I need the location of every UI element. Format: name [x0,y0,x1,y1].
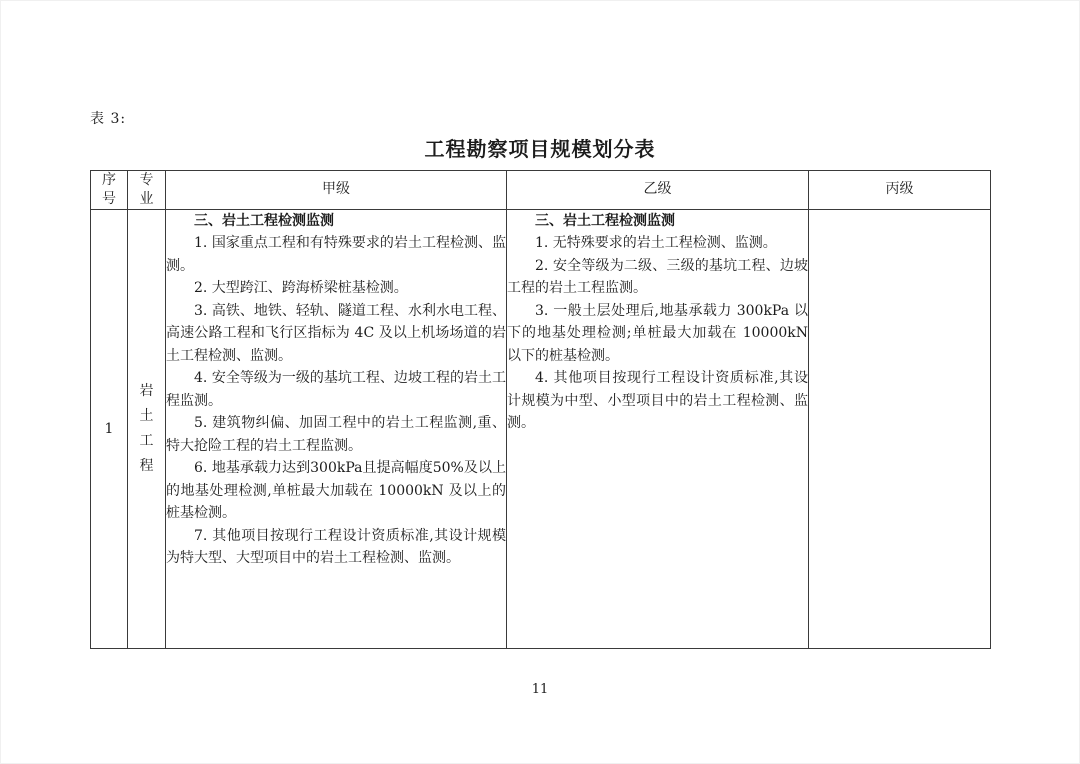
grade-a-item: 3. 高铁、地铁、轻轨、隧道工程、水利水电工程、高速公路工程和飞行区指标为 4C 及以上机场场道的岩土工程检测、监测。 [166,302,506,364]
grade-b-item: 2. 安全等级为二级、三级的基坑工程、边坡工程的岩土工程监测。 [507,257,808,297]
grade-b-item: 1. 无特殊要求的岩土工程检测、监测。 [535,235,777,252]
grade-b-cell [507,209,809,648]
grade-a-item: 5. 建筑物纠偏、加固工程中的岩土工程监测,重、特大抢险工程的岩土工程监测。 [166,415,506,454]
col-header-grade-b: 乙级 [507,171,809,210]
page-title: 工程勘察项目规模划分表 [424,137,656,161]
row-number-cell: 1 [91,209,128,648]
col-header-specialty-label: 专业 [139,172,154,207]
grade-a-item: 7. 其他项目按现行工程设计资质标准,其设计规模为特大型、大型项目中的岩土工程检测、监测。 [166,527,506,567]
grade-a-item: 4. 安全等级为一级的基坑工程、边坡工程的岩土工程监测。 [166,370,506,409]
page-number: 11 [531,682,549,697]
grade-a-cell [166,209,507,648]
table-row [91,209,991,648]
specialty-label: 岩土工程 [139,382,154,474]
grade-c-cell [809,209,991,648]
col-header-grade-a: 甲级 [166,171,507,210]
header-row [91,171,991,210]
col-header-specialty [128,171,166,210]
grade-a-item: 6. 地基承载力达到300kPa且提高幅度50%及以上的地基处理检测,单桩最大加载在 10000kN 及以上的桩基检测。 [166,460,506,522]
col-header-grade-c: 丙级 [809,171,991,210]
col-header-no [91,171,128,210]
grade-b-item: 4. 其他项目按现行工程设计资质标准,其设计规模为中型、小型项目中的岩土工程检测、监测。 [507,370,808,432]
grade-b-item: 3. 一般土层处理后,地基承载力 300kPa 以下的地基处理检测;单桩最大加载在 10000kN 以下的桩基检测。 [507,302,808,364]
col-header-no-label: 序号 [101,172,116,207]
grade-a-item: 2. 大型跨江、跨海桥梁桩基检测。 [194,280,408,297]
grade-a-item: 1. 国家重点工程和有特殊要求的岩土工程检测、监测。 [166,235,506,274]
grade-a-heading: 三、岩土工程检测监测 [194,212,334,229]
specialty-cell [128,209,166,648]
classification-table [90,170,991,649]
table-label: 表 3: [90,111,127,127]
grade-b-heading: 三、岩土工程检测监测 [535,212,675,229]
